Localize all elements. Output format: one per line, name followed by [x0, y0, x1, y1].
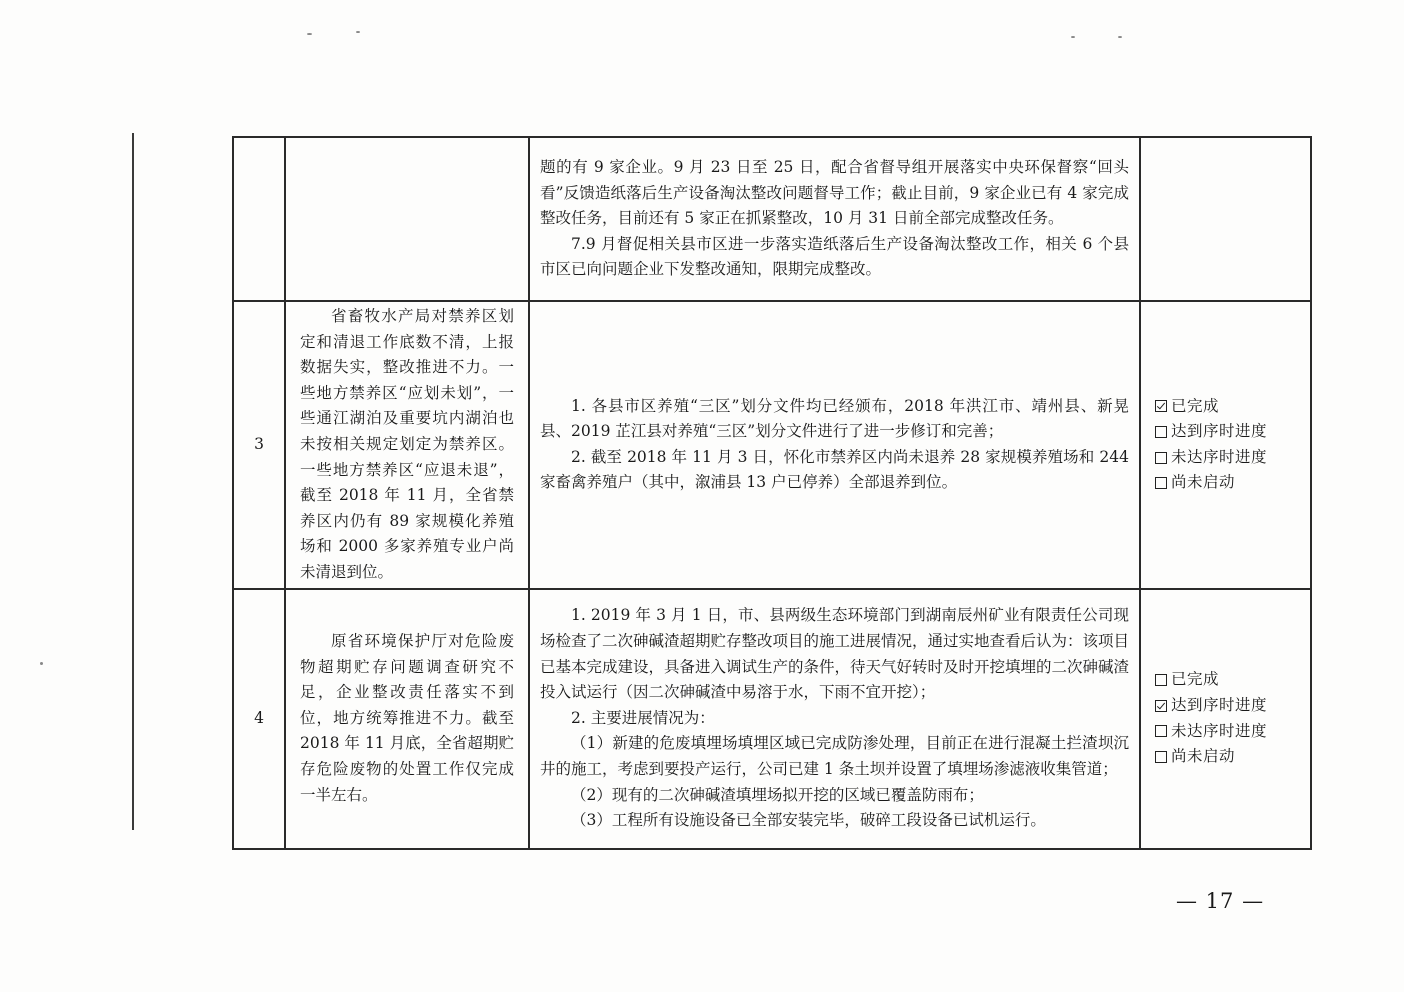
issue-cell: [285, 301, 529, 589]
progress-paragraph: 2. 截至 2018 年 11 月 3 日，怀化市禁养区内尚未退养 28 家规模养殖场和 244 家畜禽养殖户（其中，溆浦县 13 户已停养）全部退养到位。: [540, 447, 1129, 492]
issue-text: 原省环境保护厅对危险废物超期贮存问题调查研究不足，企业整改责任落实不到位，地方统筹推进不力。截至 2018 年 11 月底，全省超期贮存危险废物的处置工作仅完成一半左右。: [300, 631, 514, 804]
status-option-completed: [1155, 667, 1300, 693]
progress-paragraph: 7.9 月督促相关县市区进一步落实造纸落后生产设备淘汰整改工作，相关 6 个县市区已向问题企业下发整改通知，限期完成整改。: [540, 234, 1129, 279]
issue-cell: [285, 137, 529, 301]
rectification-table: [232, 136, 1312, 850]
row-number: 4: [254, 708, 264, 727]
status-label: 达到序时进度: [1171, 422, 1268, 441]
status-option-on-schedule: [1155, 419, 1300, 445]
status-option-not-started: [1155, 744, 1300, 770]
progress-paragraph: 2. 主要进展情况为：: [571, 708, 715, 727]
progress-cell: [529, 301, 1140, 589]
progress-paragraph: 题的有 9 家企业。9 月 23 日至 25 日，配合省督导组开展落实中央环保督察“回头看”反馈造纸落后生产设备淘汰整改问题督导工作；截止目前，9 家企业已有 4 家完成整改任务，目前还有 5 家正在抓紧整改，10 月 31 日前全部完成整改任务。: [540, 158, 1129, 228]
checkbox-icon: [1155, 452, 1167, 464]
progress-paragraph: 1. 2019 年 3 月 1 日，市、县两级生态环境部门到湖南辰州矿业有限责任公司现场检查了二次砷碱渣超期贮存整改项目的施工进展情况，通过实地查看后认为：该项目已基本完成建设，具备进入调试生产的条件，待天气好转时及时开挖填埋的二次砷碱渣投入试运行（因二次砷碱渣中易溶于水，下雨不宜开挖）；: [540, 606, 1130, 702]
scan-speck: [307, 33, 312, 35]
status-label: 未达序时进度: [1171, 721, 1268, 740]
status-options: [1155, 394, 1300, 496]
status-label: 达到序时进度: [1171, 695, 1268, 714]
checkbox-icon: [1155, 751, 1167, 763]
status-option-not-started: [1155, 470, 1300, 496]
row-number-cell: [233, 589, 285, 849]
scan-speck: [40, 662, 43, 665]
scan-speck: [356, 31, 360, 33]
status-option-behind-schedule: [1155, 719, 1300, 745]
status-label: 尚未启动: [1171, 473, 1236, 492]
issue-cell: [285, 589, 529, 849]
progress-cell: [529, 589, 1140, 849]
progress-paragraph: （1）新建的危废填埋场填埋区域已完成防渗处理，目前正在进行混凝土拦渣坝沉井的施工，考虑到要投产运行，公司已建 1 条土坝并设置了填埋场渗滤液收集管道；: [540, 734, 1129, 778]
checkbox-icon: [1155, 426, 1167, 438]
issue-text: 省畜牧水产局对禁养区划定和清退工作底数不清，上报数据失实，整改推进不力。一些地方禁养区“应划未划”，一些通江湖泊及重要坑内湖泊也未按相关规定划定为禁养区。一些地方禁养区“应退未退”，截至 2018 年 11 月，全省禁养区内仍有 89 家规模化养殖场和 2000 多家养殖专业户尚未清退到位。: [300, 307, 514, 581]
status-label: 已完成: [1171, 396, 1220, 415]
checkbox-icon: [1155, 700, 1167, 712]
checkbox-icon: [1155, 725, 1167, 737]
status-option-on-schedule: [1155, 693, 1300, 719]
status-label: 未达序时进度: [1171, 447, 1268, 466]
status-cell: [1140, 137, 1311, 301]
table-row: [233, 137, 1311, 301]
row-number-cell: [233, 137, 285, 301]
status-option-behind-schedule: [1155, 445, 1300, 471]
table-row: [233, 301, 1311, 589]
status-cell: [1140, 589, 1311, 849]
row-number-cell: [233, 301, 285, 589]
page-number: — 17 —: [1176, 889, 1265, 913]
table-row: [233, 589, 1311, 849]
row-number: 3: [254, 434, 264, 453]
checkbox-icon: [1155, 400, 1167, 412]
progress-cell: [529, 137, 1140, 301]
scan-speck: [1071, 36, 1075, 38]
binding-line: [132, 133, 134, 830]
status-label: 已完成: [1171, 670, 1220, 689]
status-option-completed: [1155, 394, 1300, 420]
status-cell: [1140, 301, 1311, 589]
status-label: 尚未启动: [1171, 747, 1236, 766]
scan-speck: [1118, 36, 1122, 38]
progress-paragraph: （3）工程所有设施设备已全部安装完毕，破碎工段设备已试机运行。: [571, 811, 1046, 830]
progress-paragraph: （2）现有的二次砷碱渣填埋场拟开挖的区域已覆盖防雨布；: [571, 785, 984, 804]
checkbox-icon: [1155, 477, 1167, 489]
status-options: [1155, 667, 1300, 769]
checkbox-icon: [1155, 674, 1167, 686]
progress-paragraph: 1. 各县市区养殖“三区”划分文件均已经颁布，2018 年洪江市、靖州县、新晃县、2019 芷江县对养殖“三区”划分文件进行了进一步修订和完善；: [540, 396, 1129, 441]
